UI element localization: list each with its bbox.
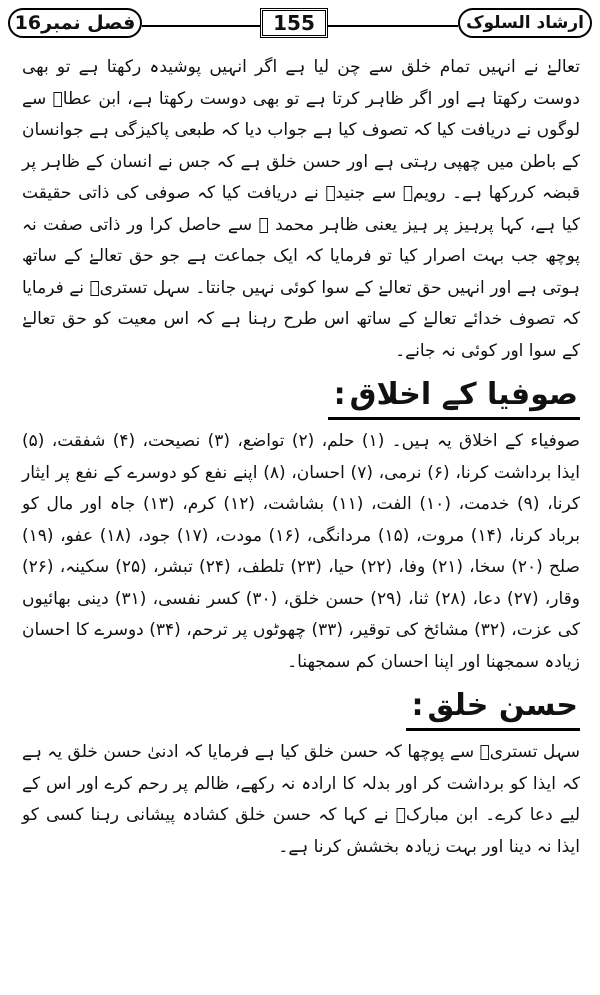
header-rule-left <box>142 25 260 27</box>
page-header <box>8 6 592 40</box>
section-heading-good-character <box>22 686 580 731</box>
page-number: 155 <box>260 8 328 38</box>
page-body <box>22 52 580 863</box>
section-heading-text: صوفیا کے اخلاق : <box>328 375 580 420</box>
chapter-label: فصل نمبر16 <box>8 8 142 38</box>
section-heading-sufi-ethics <box>22 375 580 420</box>
header-rule-right <box>328 25 458 27</box>
book-title: ارشاد السلوک <box>458 8 592 38</box>
section-heading-text: حسن خلق : <box>406 686 581 731</box>
paragraph-good-character: سہل تستریؒ سے پوچھا کہ حسن خلق کیا ہے فرمایا کہ ادنیٰ حسن خلق یہ ہے کہ ایذا کو برداشت کر اور بدلہ کا ارادہ نہ رکھے، ظالم پر رحم کرے اور اس کے لیے دعا کرے۔ ابن مبارکؒ نے کہا کہ حسن خلق کشادہ پیشانی رہنا کسی کو ایذا نہ دینا اور بہت زیادہ بخشش کرنا ہے۔ <box>22 742 580 857</box>
paragraph-sufi-ethics: صوفیاء کے اخلاق یہ ہیں۔ (۱) حلم، (۲) تواضع، (۳) نصیحت، (۴) شفقت، (۵) ایذا برداشت کرنا، (۶) نرمی، (۷) احسان، (۸) اپنے نفع کو دوسرے کے نفع پر ایثار کرنا، (۹) خدمت، (۱۰) الفت، (۱۱) بشاشت، (۱۲) کرم، (۱۳) جاہ اور مال کو برباد کرنا، (۱۴) مروت، (۱۵) مردانگی، (۱۶) مودت، (۱۷) جود، (۱۸) عفو، (۱۹) صلح (۲۰) سخا، (۲۱) وفا، (۲۲) حیا، (۲۳) تلطف، (۲۴) تبشر، (۲۵) سکینہ، (۲۶) وقار، (۲۷) دعا، (۲۸) ثنا، (۲۹) حسن خلق، (۳۰) کسر نفسی، (۳۱) دینی بھائیوں کی عزت، (۳۲) مشائخ کی توقیر، (۳۳) چھوٹوں پر ترحم، (۳۴) دوسرے کا احسان زیادہ سمجھنا اور اپنا احسان کم سمجھنا۔ <box>22 431 581 672</box>
paragraph-intro: تعالےٰ نے انہیں تمام خلق سے چن لیا ہے اگر انہیں پوشیدہ رکھتا ہے تو بھی دوست رکھتا ہے اور اگر ظاہر کرتا ہے تو بھی دوست رکھتا ہے، ابن عطاؒ سے لوگوں نے دریافت کیا کہ تصوف کیا ہے جواب دیا کہ طبعی پاکیزگی ہے جوانسان کے باطن میں چھپی رہتی ہے اور حسن خلق ہے کہ جس نے انسان کے ظاہر پر قبضہ کررکھا ہے۔ رویمؒ سے جنیدؒ نے دریافت کیا کہ صوفی کی ذاتی حقیقت کیا ہے، کہا پرہیز پر ہیز یعنی ظاہر محمد ﷺ سے حاصل کرا ور ذاتی صفت نہ پوچھ جب بہت اصرار کیا تو فرمایا کہ ایک جماعت ہے جو حق تعالےٰ کے ساتھ ہوتی ہے اور انہیں حق تعالےٰ کے سوا کوئی نہیں جانتا۔ سہل تستریؒ نے فرمایا کہ تصوف خدائے تعالےٰ کے ساتھ اس طرح رہنا ہے کہ اس معیت کو حق تعالےٰ کے سوا اور کوئی نہ جانے۔ <box>22 57 580 361</box>
